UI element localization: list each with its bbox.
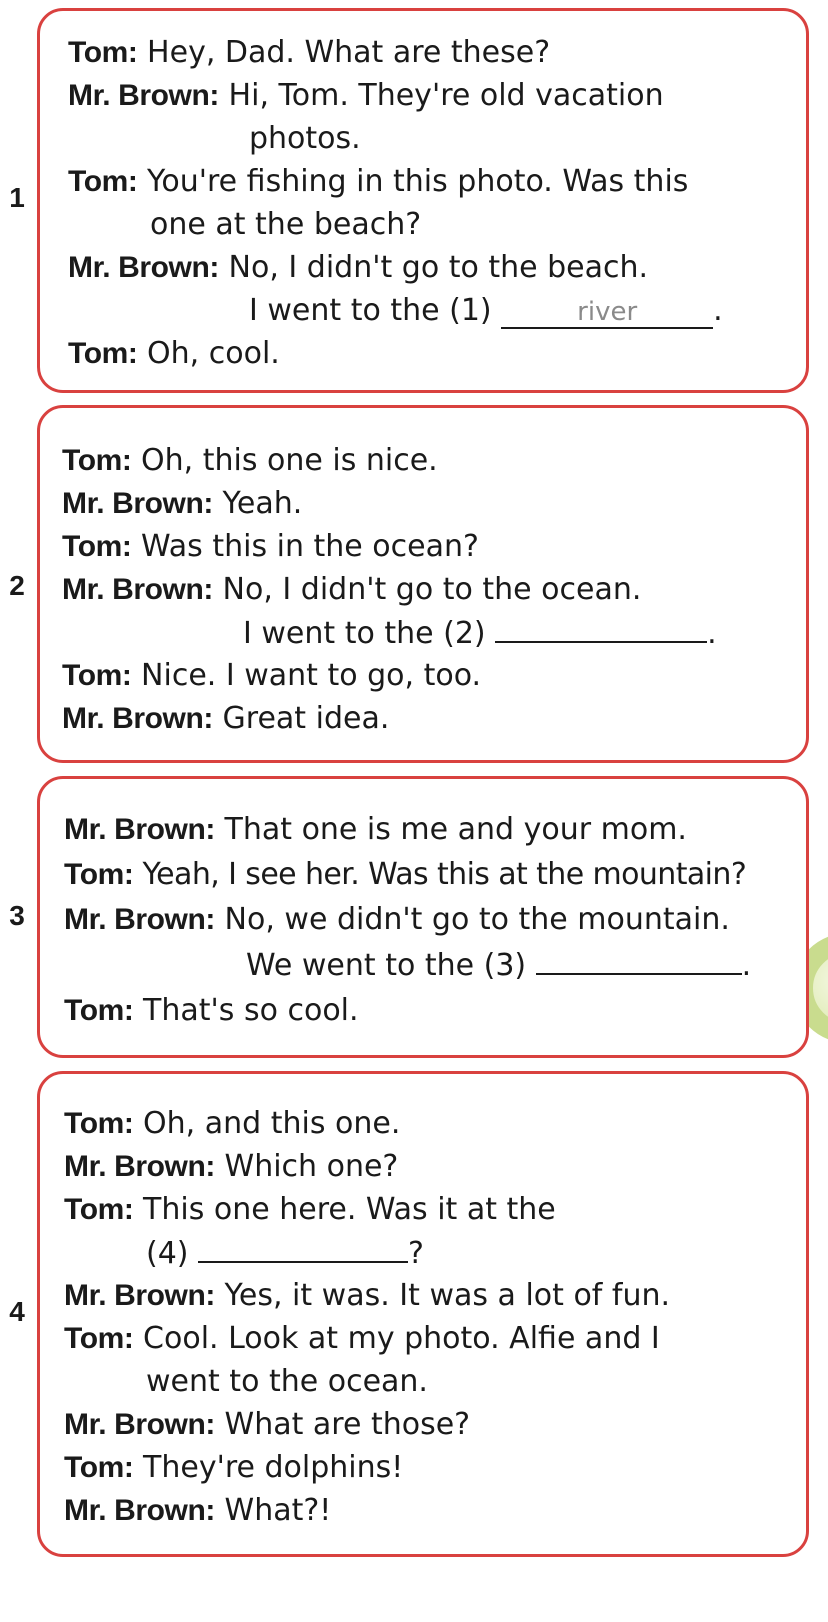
line-text: What are those? [224, 1407, 471, 1442]
dialogue-line [62, 568, 641, 612]
dialogue-line [64, 1489, 331, 1533]
answer-blank-1[interactable]: river [501, 297, 713, 329]
dialogue-number-3: 3 [9, 900, 25, 931]
dialogue-line [64, 1446, 403, 1490]
blank-end-punctuation: ? [408, 1236, 424, 1271]
speaker-label: Tom: [62, 659, 132, 692]
line-text: Great idea. [222, 701, 390, 736]
blank-end-punctuation: . [707, 616, 717, 651]
speaker-label: Mr. Brown: [64, 1150, 215, 1183]
dialogue-line [68, 31, 550, 75]
line-text: That's so cool. [143, 993, 359, 1028]
dialogue-line [64, 898, 730, 942]
speaker-label: Tom: [62, 530, 132, 563]
line-text: Cool. Look at my photo. Alfie and I [143, 1321, 660, 1356]
dialogue-line [68, 332, 280, 376]
dialogue-line [62, 439, 438, 483]
dialogue-number-2: 2 [9, 570, 25, 601]
speaker-label: Mr. Brown: [64, 1494, 215, 1527]
blank-prompt: (4) [146, 1236, 189, 1271]
speaker-label: Mr. Brown: [62, 487, 213, 520]
dialogue-line [62, 482, 302, 526]
blank-prompt: We went to the (3) [246, 948, 527, 983]
dialogue-number-4: 4 [9, 1296, 25, 1327]
line-continuation: went to the ocean. [146, 1364, 428, 1399]
speaker-label: Mr. Brown: [64, 903, 215, 936]
dialogue-panel-3 [37, 776, 809, 1058]
speaker-label: Tom: [62, 444, 132, 477]
blank-end-punctuation: . [713, 293, 723, 328]
speaker-label: Tom: [68, 337, 138, 370]
speaker-label: Tom: [64, 1193, 134, 1226]
blank-prompt: I went to the (2) [243, 616, 486, 651]
dialogue-line [64, 989, 359, 1033]
line-text: What?! [224, 1493, 332, 1528]
dialogue-line [64, 1145, 398, 1189]
speaker-label: Mr. Brown: [64, 1408, 215, 1441]
line-text: Yes, it was. It was a lot of fun. [224, 1278, 671, 1313]
speaker-label: Mr. Brown: [68, 251, 219, 284]
answer-blank-3[interactable] [536, 943, 742, 975]
speaker-label: Tom: [64, 994, 134, 1027]
line-text: Nice. I want to go, too. [141, 658, 482, 693]
line-text: Was this in the ocean? [141, 529, 479, 564]
line-text: No, I didn't go to the ocean. [222, 572, 642, 607]
line-continuation [249, 289, 723, 333]
dialogue-panel-4 [37, 1071, 809, 1557]
dialogue-line [64, 1274, 670, 1318]
dialogue-panel-1 [37, 8, 809, 393]
line-text: Hey, Dad. What are these? [147, 35, 551, 70]
dialogue-line [64, 1403, 470, 1447]
line-text: Oh, cool. [147, 336, 280, 371]
speaker-label: Tom: [68, 36, 138, 69]
dialogue-line [62, 525, 479, 569]
line-text: This one here. Was it at the [143, 1192, 556, 1227]
dialogue-line [68, 160, 688, 204]
dialogue-line [68, 246, 648, 290]
answer-blank-2[interactable] [495, 611, 707, 643]
line-text: That one is me and your mom. [224, 812, 687, 847]
speaker-label: Mr. Brown: [64, 1279, 215, 1312]
speaker-label: Tom: [64, 1107, 134, 1140]
line-text: Oh, this one is nice. [141, 443, 438, 478]
line-text: They're dolphins! [143, 1450, 404, 1485]
blank-end-punctuation: . [741, 948, 752, 983]
speaker-label: Mr. Brown: [62, 573, 213, 606]
line-text: You're fishing in this photo. Was this [147, 164, 689, 199]
dialogue-line [64, 1188, 556, 1232]
dialogue-line [62, 697, 389, 741]
dialogue-line [68, 74, 664, 118]
speaker-label: Tom: [64, 1451, 134, 1484]
line-continuation [146, 1231, 424, 1276]
line-text: No, we didn't go to the mountain. [224, 902, 730, 937]
dialogue-line [64, 1317, 660, 1361]
answer-blank-4[interactable] [198, 1231, 408, 1263]
speaker-label: Mr. Brown: [62, 702, 213, 735]
speaker-label: Tom: [68, 165, 138, 198]
dialogue-line [62, 654, 481, 698]
line-text: Hi, Tom. They're old vacation [228, 78, 664, 113]
line-text: Oh, and this one. [143, 1106, 401, 1141]
speaker-label: Mr. Brown: [68, 79, 219, 112]
blank-prompt: I went to the (1) [249, 293, 492, 328]
dialogue-line [64, 808, 687, 852]
dialogue-panel-2 [37, 405, 809, 763]
line-text: Which one? [224, 1149, 399, 1184]
speaker-label: Tom: [64, 1322, 134, 1355]
dialogue-number-1: 1 [9, 182, 25, 213]
line-continuation [246, 943, 751, 988]
speaker-label: Mr. Brown: [64, 813, 215, 846]
line-text: No, I didn't go to the beach. [228, 250, 649, 285]
line-text: Yeah. [222, 486, 303, 521]
speaker-label: Tom: [64, 858, 134, 891]
dialogue-line [64, 853, 746, 897]
line-text: Yeah, I see her. Was this at the mountain? [142, 857, 747, 892]
line-continuation: one at the beach? [150, 207, 422, 242]
line-continuation [243, 611, 717, 656]
line-continuation: photos. [249, 121, 361, 156]
dialogue-line [64, 1102, 400, 1146]
